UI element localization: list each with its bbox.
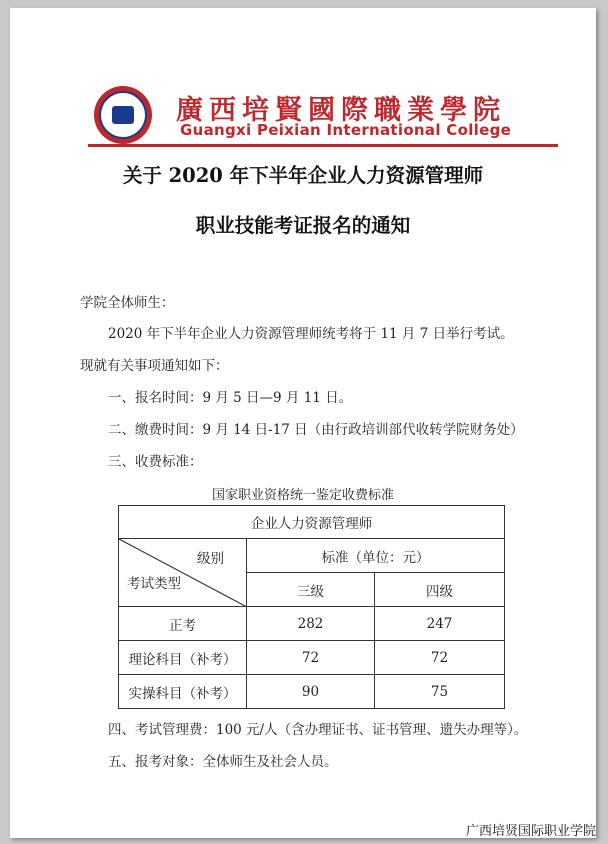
source-watermark: 广西培贤国际职业学院 — [465, 824, 596, 839]
notice-title-line2: 职业技能考证报名的通知 — [195, 214, 411, 237]
notice-title-line1: 关于 2020 年下半年企业人力资源管理师 — [122, 164, 484, 187]
table-title: 企业人力资源管理师 — [119, 506, 505, 539]
logo-english-name: Guangxi Peixian International College — [180, 121, 512, 139]
logo-chinese-name: 廣西培賢國際職業學院 — [176, 95, 506, 126]
row-level4-fee: 247 — [375, 607, 505, 641]
row-level3-fee: 72 — [247, 641, 375, 675]
header-level4: 四级 — [375, 573, 505, 607]
table-row — [119, 607, 505, 641]
header-level3: 三级 — [247, 573, 375, 607]
document-page — [10, 8, 596, 838]
row-exam-type: 理论科目（补考） — [119, 641, 247, 675]
college-seal-icon — [94, 86, 152, 144]
item-management-fee: 四、考试管理费：100 元/人（含办理证书、证书管理、遗失办理等）。 — [108, 722, 528, 738]
header-standard: 标准（单位：元） — [247, 539, 505, 573]
table-caption: 国家职业资格统一鉴定收费标准 — [211, 488, 394, 503]
table-row — [119, 641, 505, 675]
item-eligible-applicants: 五、报考对象：全体师生及社会人员。 — [108, 754, 338, 770]
intro-line1: 2020 年下半年企业人力资源管理师统考将于 11 月 7 日举行考试。 — [108, 326, 514, 342]
row-level4-fee: 72 — [375, 641, 505, 675]
college-logo — [88, 84, 558, 147]
intro-line2: 现就有关事项通知如下： — [80, 358, 229, 374]
header-exam-type: 考试类型 — [127, 576, 181, 592]
row-level3-fee: 90 — [247, 675, 375, 709]
table-row — [119, 675, 505, 709]
item-payment-time: 二、缴费时间：9 月 14 日-17 日（由行政培训部代收转学院财务处） — [108, 422, 524, 438]
diagonal-header-cell — [119, 539, 247, 607]
row-level3-fee: 282 — [247, 607, 375, 641]
item-registration-time: 一、报名时间：9 月 5 日—9 月 11 日。 — [108, 390, 353, 406]
row-exam-type: 实操科目（补考） — [119, 675, 247, 709]
salutation: 学院全体师生： — [80, 295, 175, 311]
row-exam-type: 正考 — [119, 607, 247, 641]
fee-table — [118, 505, 505, 709]
item-fee-standard: 三、收费标准： — [108, 454, 203, 470]
row-level4-fee: 75 — [375, 675, 505, 709]
header-level: 级别 — [197, 551, 224, 567]
